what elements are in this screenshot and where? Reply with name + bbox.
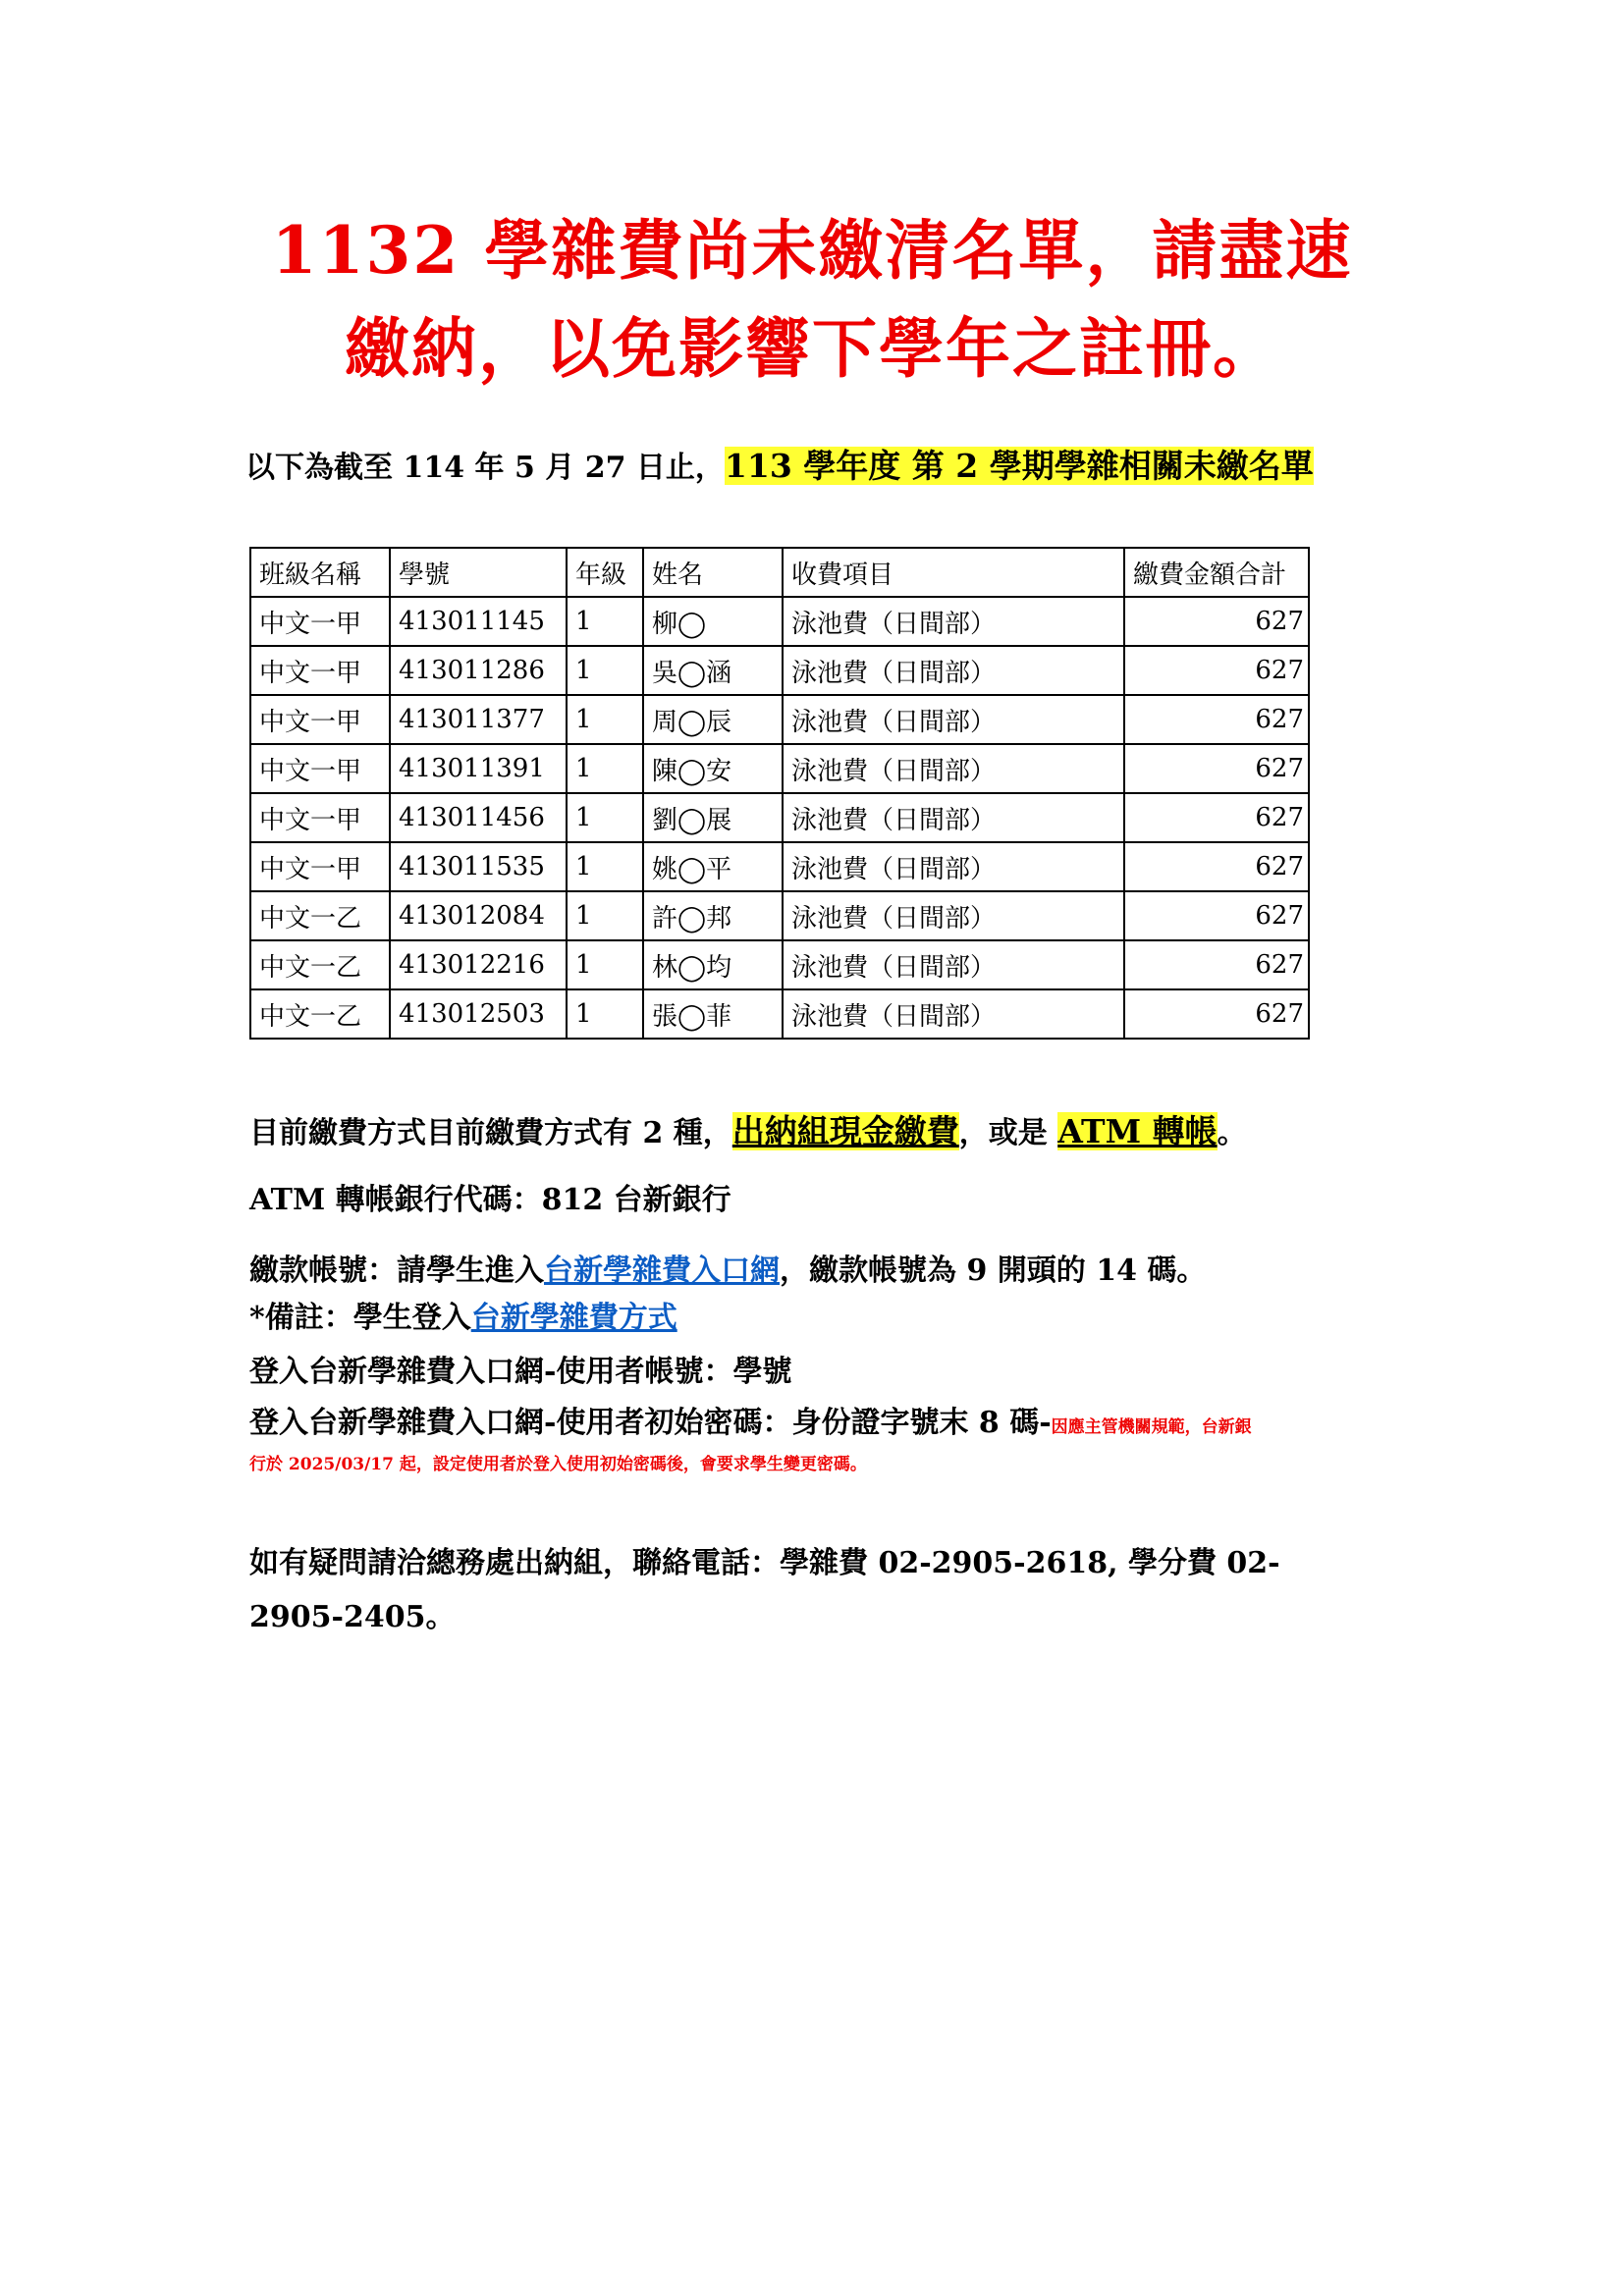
cell-grade: 1 (567, 940, 643, 989)
cell-fee-item: 泳池費（日間部） (783, 793, 1124, 842)
login-password-note-continued: 行於 2025/03/17 起，設定使用者於登入使用初始密碼後，會要求學生變更密碼。 (249, 1455, 867, 1474)
header-name: 姓名 (643, 548, 783, 597)
cell-fee-item: 泳池費（日間部） (783, 597, 1124, 646)
contact-line-1: 如有疑問請洽總務處出納組，聯絡電話：學雜費 02-2905-2618, 學分費 02- (249, 1546, 1280, 1580)
cell-grade: 1 (567, 597, 643, 646)
payment-method-cash: 出納組現金繳費 (731, 1112, 959, 1150)
cell-grade: 1 (567, 989, 643, 1039)
table-row (250, 842, 1309, 891)
cell-student-id: 413011286 (390, 646, 567, 695)
cell-name: 許◯邦 (643, 891, 783, 940)
cell-class: 中文一甲 (250, 646, 390, 695)
cell-amount: 627 (1124, 695, 1309, 744)
login-username-line: 登入台新學雜費入口網-使用者帳號：學號 (249, 1355, 792, 1389)
cell-student-id: 413012216 (390, 940, 567, 989)
portal-link[interactable]: 台新學雜費入口網 (544, 1254, 780, 1288)
header-fee-item: 收費項目 (783, 548, 1124, 597)
cell-name: 姚◯平 (643, 842, 783, 891)
cell-student-id: 413011456 (390, 793, 567, 842)
cell-amount: 627 (1124, 940, 1309, 989)
payment-methods-line (249, 1109, 1247, 1156)
payment-methods-suffix: 。 (1217, 1116, 1247, 1150)
cell-class: 中文一甲 (250, 744, 390, 793)
cell-amount: 627 (1124, 646, 1309, 695)
cell-fee-item: 泳池費（日間部） (783, 842, 1124, 891)
page-title-line-1: 1132 學雜費尚未繳清名單，請盡速 (271, 212, 1353, 289)
cell-fee-item: 泳池費（日間部） (783, 989, 1124, 1039)
table-row (250, 744, 1309, 793)
cell-grade: 1 (567, 891, 643, 940)
cell-name: 吳◯涵 (643, 646, 783, 695)
cell-fee-item: 泳池費（日間部） (783, 646, 1124, 695)
cell-class: 中文一甲 (250, 842, 390, 891)
cell-class: 中文一甲 (250, 793, 390, 842)
header-student-id: 學號 (390, 548, 567, 597)
account-prefix: 繳款帳號：請學生進入 (249, 1254, 544, 1288)
account-suffix: ，繳款帳號為 9 開頭的 14 碼。 (780, 1254, 1207, 1288)
table-row (250, 989, 1309, 1039)
table-row (250, 597, 1309, 646)
cell-grade: 1 (567, 695, 643, 744)
cell-name: 柳◯ (643, 597, 783, 646)
cell-fee-item: 泳池費（日間部） (783, 891, 1124, 940)
cell-name: 林◯均 (643, 940, 783, 989)
table-row (250, 891, 1309, 940)
cell-student-id: 413011391 (390, 744, 567, 793)
table-row (250, 940, 1309, 989)
cell-name: 劉◯展 (643, 793, 783, 842)
page-title-line-2: 繳納，以免影響下學年之註冊。 (345, 310, 1279, 387)
cell-student-id: 413011535 (390, 842, 567, 891)
cell-class: 中文一甲 (250, 597, 390, 646)
cell-amount: 627 (1124, 744, 1309, 793)
note-line (249, 1296, 677, 1341)
payment-methods-prefix: 目前繳費方式目前繳費方式有 2 種， (249, 1116, 732, 1150)
cell-grade: 1 (567, 842, 643, 891)
cell-class: 中文一乙 (250, 891, 390, 940)
login-method-link[interactable]: 台新學雜費方式 (470, 1301, 677, 1335)
cell-student-id: 413012084 (390, 891, 567, 940)
cell-class: 中文一乙 (250, 989, 390, 1039)
atm-bank-code: ATM 轉帳銀行代碼：812 台新銀行 (249, 1183, 731, 1217)
list-subtitle (245, 444, 1314, 491)
cell-fee-item: 泳池費（日間部） (783, 744, 1124, 793)
cell-amount: 627 (1124, 989, 1309, 1039)
login-password-text: 登入台新學雜費入口網-使用者初始密碼：身份證字號末 8 碼- (249, 1406, 1052, 1440)
header-class: 班級名稱 (250, 548, 390, 597)
account-number-line (249, 1249, 1206, 1294)
cell-grade: 1 (567, 793, 643, 842)
table-row (250, 646, 1309, 695)
table-row (250, 695, 1309, 744)
cell-name: 陳◯安 (643, 744, 783, 793)
cell-class: 中文一乙 (250, 940, 390, 989)
note-prefix: *備註：學生登入 (249, 1301, 471, 1335)
cell-amount: 627 (1124, 597, 1309, 646)
cell-grade: 1 (567, 744, 643, 793)
login-password-line (249, 1401, 1252, 1450)
cell-amount: 627 (1124, 891, 1309, 940)
header-amount: 繳費金額合計 (1124, 548, 1309, 597)
cell-amount: 627 (1124, 793, 1309, 842)
table-row (250, 793, 1309, 842)
contact-line-2: 2905-2405。 (249, 1600, 456, 1634)
cell-fee-item: 泳池費（日間部） (783, 695, 1124, 744)
cell-grade: 1 (567, 646, 643, 695)
table-header-row (250, 548, 1309, 597)
cell-class: 中文一甲 (250, 695, 390, 744)
cell-fee-item: 泳池費（日間部） (783, 940, 1124, 989)
login-password-note: 因應主管機關規範，台新銀 (1051, 1417, 1252, 1437)
cell-name: 周◯辰 (643, 695, 783, 744)
cell-amount: 627 (1124, 842, 1309, 891)
payment-methods-mid: ，或是 (958, 1116, 1058, 1150)
cell-student-id: 413011377 (390, 695, 567, 744)
unpaid-list-table (249, 547, 1310, 1040)
cell-student-id: 413011145 (390, 597, 567, 646)
header-grade: 年級 (567, 548, 643, 597)
subtitle-highlight: 113 學年度 第 2 學期學雜相關未繳名單 (724, 447, 1314, 485)
cell-name: 張◯菲 (643, 989, 783, 1039)
cell-student-id: 413012503 (390, 989, 567, 1039)
subtitle-prefix: 以下為截至 114 年 5 月 27 日止， (245, 451, 725, 485)
payment-method-atm: ATM 轉帳 (1057, 1112, 1218, 1150)
